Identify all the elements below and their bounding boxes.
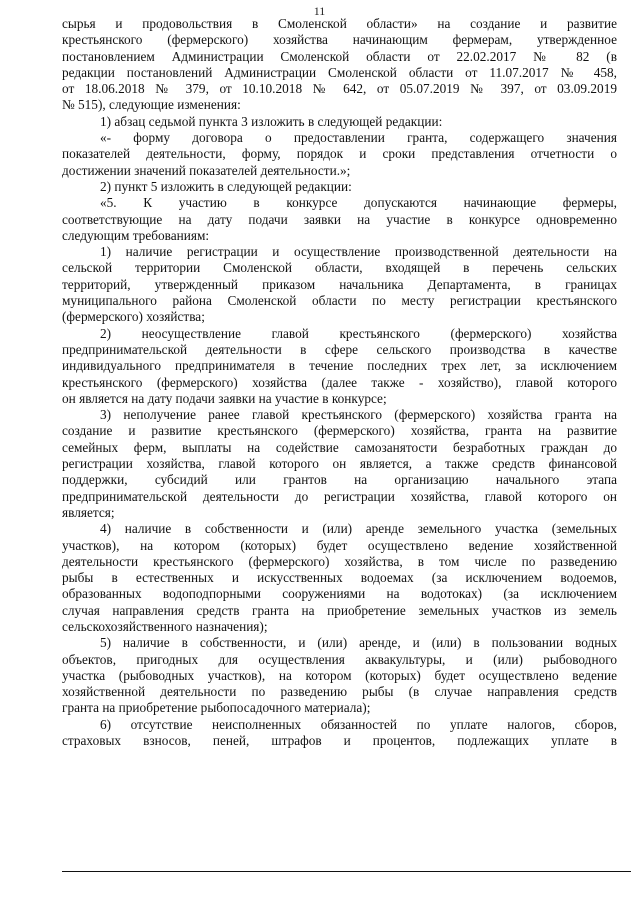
document-body — [62, 16, 617, 749]
text-line: участка (рыбоводных участков), на котором (которых) будет осуществлено ведение — [62, 667, 617, 683]
text-line: 3) неполучение ранее главой крестьянского (фермерского) хозяйства гранта на — [100, 407, 617, 423]
text-line: соответствующие на дату подачи заявки на участие в конкурсе одновременно — [62, 211, 617, 227]
text-line: постановлением Администрации Смоленской области от 22.02.2017 № 82 (в — [62, 48, 617, 64]
page-number: 11 — [313, 4, 326, 18]
text-line: показателей деятельности, форму, порядок и сроки представления отчетности о — [62, 146, 617, 162]
text-line: достижении значений показателей деятельности.»; — [62, 162, 351, 178]
text-line: является; — [62, 504, 115, 520]
text-line: предпринимательской деятельности в сфере сельского производства в качестве — [62, 341, 617, 357]
text-line: крестьянского (фермерского) хозяйства (далее также - хозяйство), главой которого — [62, 374, 617, 390]
text-line: сельскохозяйственного назначения); — [62, 618, 268, 634]
footer-rule — [62, 871, 631, 872]
text-line: 6) отсутствие неисполненных обязанностей по уплате налогов, сборов, — [100, 716, 617, 732]
text-line: страховых взносов, пеней, штрафов и процентов, подлежащих уплате в — [62, 733, 617, 749]
text-line: № 515), следующие изменения: — [62, 97, 241, 113]
text-line: сельской территории Смоленской области, входящей в перечень сельских — [62, 260, 617, 276]
text-line: образованных водоподпорными сооружениями на водотоках) (за исключением — [62, 586, 617, 602]
text-line: семейных ферм, выплаты на содействие самозанятости безработных граждан до — [62, 439, 617, 455]
text-line: 5) наличие в собственности, и (или) аренде, и (или) в пользовании водных — [100, 635, 617, 651]
text-line: объектов, пригодных для осуществления аквакультуры, и (или) рыбоводного — [62, 651, 617, 667]
text-line: индивидуального предпринимателя в течение последних трех лет, за исключением — [62, 358, 617, 374]
text-line: 1) абзац седьмой пункта 3 изложить в следующей редакции: — [100, 113, 443, 129]
text-line: он является на дату подачи заявки на участие в конкурсе; — [62, 390, 387, 406]
text-line: рыбы в естественных и искусственных водоемах (за исключением водоемов, — [62, 570, 617, 586]
text-line: 4) наличие в собственности и (или) аренде земельного участка (земельных — [100, 521, 617, 537]
text-line: предпринимательской деятельности до регистрации хозяйства, главой которого он — [62, 488, 617, 504]
text-line: крестьянского (фермерского) хозяйства начинающим фермерам, утвержденное — [62, 32, 617, 48]
text-line: территорий, утвержденный приказом начальника Департамента, в границах — [62, 276, 617, 292]
text-line: следующим требованиям: — [62, 227, 210, 243]
text-line: муниципального района Смоленской области по месту регистрации крестьянского — [62, 293, 617, 309]
text-line: поддержки, субсидий или грантов на организацию начального этапа — [62, 472, 617, 488]
text-line: «5. К участию в конкурсе допускаются начинающие фермеры, — [100, 195, 617, 211]
text-line: (фермерского) хозяйства; — [62, 309, 205, 325]
text-line: 2) пункт 5 изложить в следующей редакции: — [100, 178, 352, 194]
text-line: редакции постановлений Администрации Смоленской области от 11.07.2017 № 458, — [62, 64, 617, 80]
text-line: гранта на приобретение рыбопосадочного материала); — [62, 700, 371, 716]
text-line: участков), на котором (которых) будет осуществлено ведение хозяйственной — [62, 537, 617, 553]
text-line: регистрации хозяйства, главой которого он является, а также средств финансовой — [62, 456, 617, 472]
text-line: случая направления средств гранта на приобретение земельных участков из земель — [62, 602, 617, 618]
text-line: от 18.06.2018 № 379, от 10.10.2018 № 642, от 05.07.2019 № 397, от 03.09.2019 — [62, 81, 617, 97]
text-line: деятельности крестьянского (фермерского) хозяйства, в том числе по разведению — [62, 553, 617, 569]
text-line: создание и развитие крестьянского (фермерского) хозяйства, гранта на развитие — [62, 423, 617, 439]
text-line: сырья и продовольствия в Смоленской области» на создание и развитие — [62, 16, 617, 31]
text-line: 1) наличие регистрации и осуществление производственной деятельности на — [100, 244, 617, 260]
text-line: хозяйственной деятельности по разведению рыбы (в случае направления средств — [62, 684, 617, 700]
text-line: 2) неосуществление главой крестьянского (фермерского) хозяйства — [100, 325, 617, 341]
text-line: «- форму договора о предоставлении гранта, содержащего значения — [100, 130, 617, 146]
